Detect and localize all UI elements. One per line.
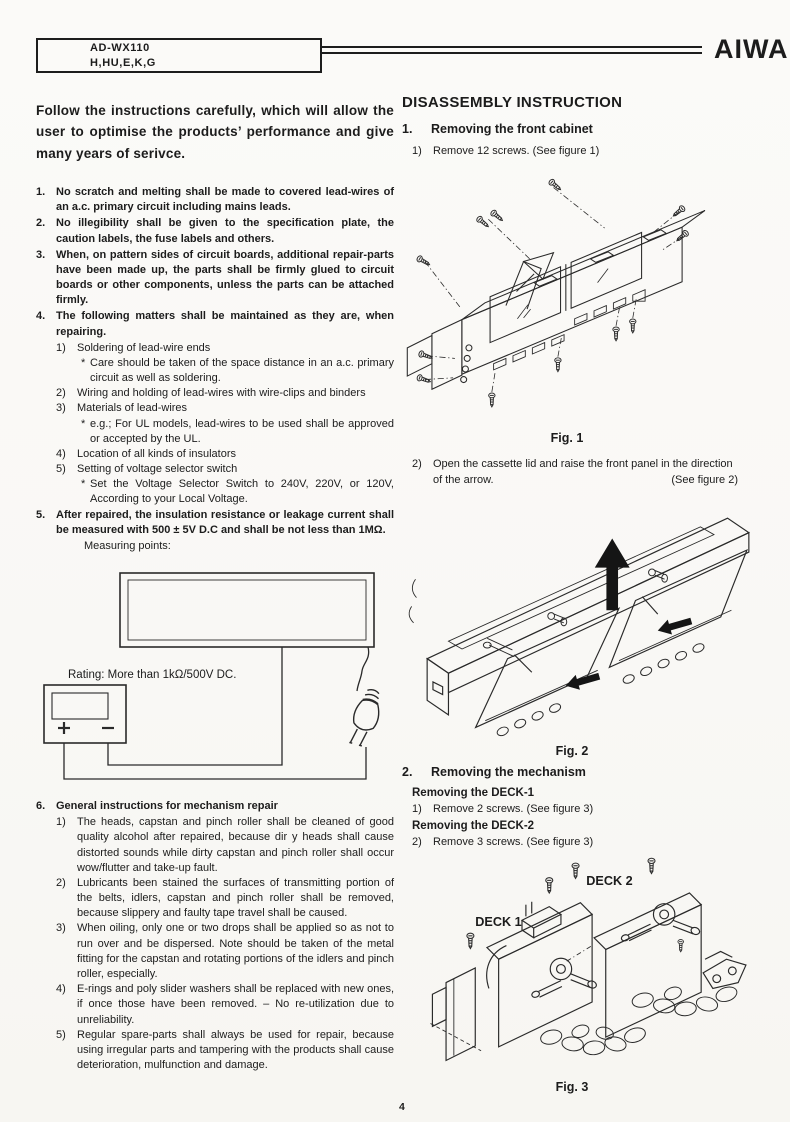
section-1-heading — [402, 122, 788, 136]
disassembly-title: DISASSEMBLY INSTRUCTION — [402, 94, 623, 111]
deck1-label: DECK 1 — [475, 915, 522, 930]
sub-item — [36, 341, 394, 356]
item-number: 6. — [36, 800, 46, 813]
sub-text: Regular spare-parts shall always be used for repair, because using irregular parts and tampering with the products shall cause deterioration, mulfunction and damage. — [77, 1028, 394, 1072]
list-item — [36, 216, 394, 246]
step-2 — [402, 457, 742, 488]
fig3-caption: Fig. 3 — [555, 1079, 589, 1094]
asterisk: * — [81, 356, 86, 369]
sub-number: 2) — [56, 876, 66, 889]
header-rule-bottom — [320, 52, 702, 54]
sub-number: 1) — [56, 816, 66, 829]
meter-terminals — [58, 722, 114, 734]
leader-lines — [425, 188, 682, 392]
screw-icon — [476, 216, 491, 230]
fig2-open-lid-drawing — [402, 492, 774, 742]
section-number: 2. — [402, 765, 413, 780]
sub-text: E-rings and poly slider washers shall be replaced with new ones, if once those have been removed. – No re-utilization due to unreliability. — [77, 983, 394, 1026]
sub-text: Materials of lead-wires — [77, 402, 188, 415]
list-item — [36, 185, 394, 215]
item-number: 5. — [36, 508, 46, 521]
screw-icon — [548, 179, 563, 193]
deck1-plate — [499, 914, 592, 1046]
deck1-step — [402, 802, 788, 817]
power-plug — [346, 687, 385, 748]
mechanism-repair-list — [36, 799, 394, 1073]
sub-item — [36, 462, 394, 477]
fig3-mechanism-drawing — [420, 856, 772, 1078]
fig2-caption: Fig. 2 — [555, 744, 589, 759]
fig1-front-cabinet-drawing — [402, 161, 742, 429]
sub-number: 1) — [56, 341, 66, 354]
asterisk: * — [81, 478, 86, 491]
roller-cluster-1 — [539, 1023, 647, 1056]
sub-item — [36, 401, 394, 416]
sub-number: 3) — [56, 922, 66, 935]
step-number: 2) — [412, 458, 422, 471]
deck1-subheading: Removing the DECK-1 — [412, 787, 535, 800]
capstan-1 — [550, 958, 571, 979]
section-title: Removing the front cabinet — [431, 122, 593, 136]
sub-item — [36, 982, 394, 1028]
measuring-diagram — [36, 567, 394, 787]
header-rule-top — [320, 46, 702, 48]
item-number: 4. — [36, 310, 46, 323]
asterisk: * — [81, 417, 86, 430]
step-text: Open the cassette lid and raise the front panel in the direction of the arrow. — [433, 458, 733, 486]
figure-reference: (See figure 2) — [671, 473, 738, 486]
section-title: Removing the mechanism — [431, 765, 586, 780]
item-text: No scratch and melting shall be made to covered lead-wires of an a.c. primary circuit including mains leads. — [56, 185, 394, 214]
screw-icon — [648, 858, 655, 873]
item-title: General instructions for mechanism repair — [56, 800, 278, 813]
list-item — [36, 508, 394, 538]
sub-number: 5) — [56, 463, 66, 476]
up-arrow-icon — [595, 539, 630, 611]
cassette-window-1 — [490, 267, 560, 343]
list-item — [36, 248, 394, 309]
open-lid-2 — [609, 550, 747, 667]
screw-icon — [418, 351, 433, 362]
insulation-test-drawing — [36, 567, 396, 787]
deck2-step — [402, 835, 788, 850]
sub-text: Wiring and holding of lead-wires with wire-clips and binders — [77, 387, 366, 400]
deck-front-band — [448, 533, 748, 693]
note-text: Set the Voltage Selector Switch to 240V, 220V, or 120V, According to your Local Voltage. — [90, 478, 394, 506]
intro-paragraph: Follow the instructions carefully, which will allow the user to optimise the products’ performance and give many years of serivce. — [36, 103, 394, 161]
screw-icon — [555, 358, 561, 372]
sub-note — [36, 356, 394, 386]
section-2-heading — [402, 765, 788, 779]
model-variants: H,HU,E,K,G — [90, 56, 156, 69]
screw-icon — [613, 327, 619, 341]
sub-number: 2) — [56, 387, 66, 400]
sub-item — [36, 815, 394, 876]
sub-text: Lubricants been stained the surfaces of transmitting portion of the belts, idlers, capstan and pinch roller shall be removed, because slippery and faulty tape travel shall be caused. — [77, 876, 394, 920]
item-text: When, on pattern sides of circuit boards, additional repair-parts have been made up, the parts shall be firmly glued to circuit boards or other components, unless the parts can be attached firmly. — [56, 248, 394, 307]
measuring-points-label: Measuring points: — [84, 539, 171, 552]
sub-number: 4) — [56, 447, 66, 460]
left-column — [36, 100, 394, 1073]
screw-icon — [678, 940, 684, 952]
list-item — [36, 799, 394, 814]
deck2-plate — [606, 905, 701, 1037]
general-rules-list — [36, 185, 394, 554]
step-number: 2) — [412, 835, 422, 848]
right-column — [402, 94, 788, 1094]
arrow-icon — [564, 669, 602, 694]
step-number: 1) — [412, 145, 422, 157]
sub-item — [36, 447, 394, 462]
list-item — [36, 309, 394, 339]
page-number: 4 — [399, 1101, 405, 1113]
screw-icon — [490, 210, 505, 224]
sub-number: 4) — [56, 983, 66, 996]
item-number: 1. — [36, 185, 46, 198]
meter-outline — [44, 685, 126, 743]
screw-icon — [467, 933, 474, 948]
screw-icon — [416, 255, 431, 267]
step-1 — [402, 144, 788, 159]
sub-number: 5) — [56, 1028, 66, 1041]
item-text: After repaired, the insulation resistance or leakage current shall be measured with 500 ± 5V D.C and shall be not less than 1MΩ. — [56, 508, 394, 536]
sub-item — [36, 1028, 394, 1074]
test-leads — [64, 647, 369, 779]
screw-icon — [546, 878, 553, 893]
screw-icon — [671, 205, 686, 219]
step-text: Remove 3 screws. (See figure 3) — [433, 835, 594, 848]
sub-text: The heads, capstan and pinch roller shall be cleaned of good quality alcohol after repaired, because dir y heads shall cause distorted sounds while dirty capstan and pinch roller shall occur wow/flutter and take-up fault. — [77, 816, 394, 874]
sub-item — [36, 386, 394, 401]
sub-item — [36, 876, 394, 922]
sub-text: When oiling, only one or two drops shall be applied so as not to run over and be dispersed. Note should be taken of the metal fitting for the capstan and rotating portions of the idlers and pinch roller, especially. — [77, 922, 394, 980]
screw-icons — [416, 179, 690, 408]
item-number: 2. — [36, 217, 46, 230]
item-text: No illegibility shall be given to the specification plate, the caution labels, the fuse labels and others. — [56, 217, 394, 245]
screw-icon — [630, 319, 636, 333]
deck2-label: DECK 2 — [586, 874, 633, 889]
sub-text: Location of all kinds of insulators — [77, 447, 236, 460]
chassis-left — [446, 968, 475, 1060]
arrow-icon — [656, 614, 694, 639]
sub-number: 3) — [56, 402, 66, 415]
model-number-box — [36, 38, 322, 73]
buttons — [496, 642, 706, 737]
fig1-caption: Fig. 1 — [550, 431, 584, 446]
brand-logo: AIWA — [714, 34, 789, 64]
cabinet-front-face — [462, 228, 682, 375]
deck-top-face — [427, 518, 749, 673]
device-outline — [120, 573, 374, 647]
step-text: Remove 12 screws. (See figure 1) — [433, 145, 600, 157]
note-text: e.g.; For UL models, lead-wires to be used shall be approved or accepted by the UL. — [90, 417, 394, 445]
item-number: 3. — [36, 248, 46, 261]
step-number: 1) — [412, 803, 422, 816]
step-text: Remove 2 screws. (See figure 3) — [433, 803, 594, 816]
item-text: The following matters shall be maintained as they are, when repairing. — [56, 310, 394, 338]
section-number: 1. — [402, 122, 413, 136]
note-text: Care should be taken of the space distance in an a.c. primary circuit as well as soldering. — [90, 356, 394, 385]
sub-text: Soldering of lead-wire ends — [77, 341, 211, 354]
meter-display — [52, 693, 108, 719]
model-number: AD-WX110 — [90, 42, 150, 54]
screw-icon — [489, 393, 495, 407]
lever-assembly — [703, 959, 746, 988]
sub-note — [36, 477, 394, 507]
rating-label: Rating: More than 1kΩ/500V DC. — [68, 669, 237, 682]
sub-note — [36, 417, 394, 447]
screw-icon — [572, 863, 579, 878]
deck2-subheading: Removing the DECK-2 — [412, 819, 535, 832]
sub-item — [36, 921, 394, 982]
sub-text: Setting of voltage selector switch — [77, 463, 238, 476]
